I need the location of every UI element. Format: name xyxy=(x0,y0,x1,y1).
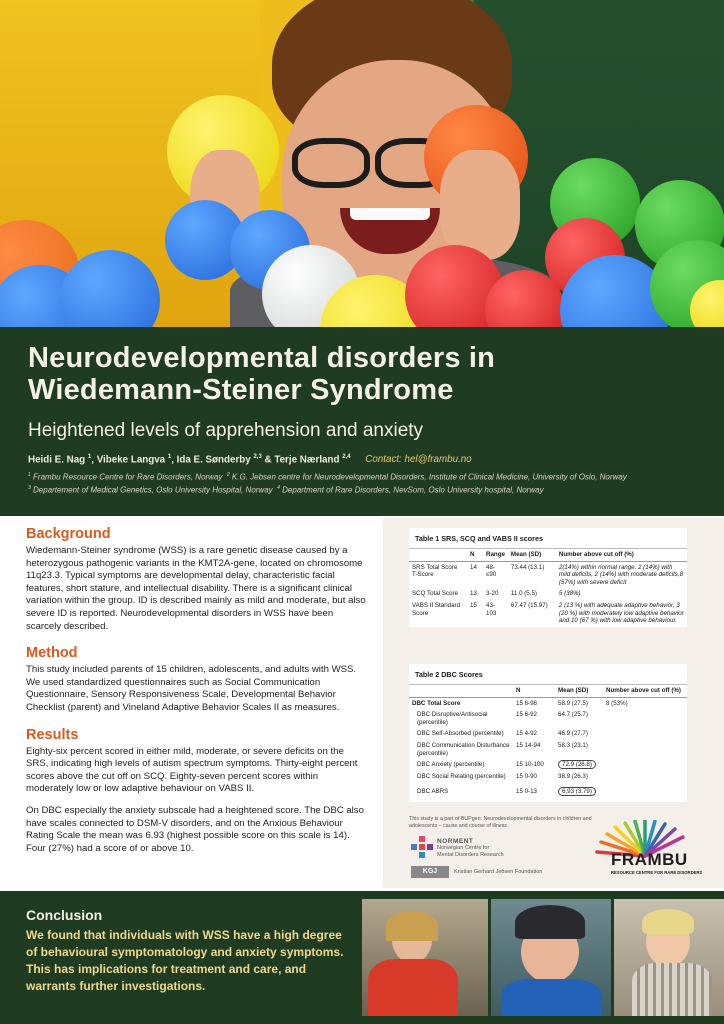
table-cell: DBC Social Relating (percentile) xyxy=(417,772,506,780)
table-cell: DBC Disruptive/Antisocial (percentile) xyxy=(417,711,488,726)
table-cell: 5 (38%) xyxy=(558,590,581,598)
author-name: Heidi E. Nag xyxy=(28,454,86,466)
table-cell: 38.9 (26.3) xyxy=(558,772,588,780)
table-cell: 67.47 (15.97) xyxy=(510,601,548,609)
author-line: Heidi E. Nag $^1$, Vibeke Langva $^1$, Ida E. Sønderby $^{2,3}$ & Terje Nærland $^{2,4}$ Contact: hel@frambu.no xyxy=(28,454,472,466)
table-cell: SRS Total Score T-Score xyxy=(412,563,458,579)
table-cell: 3-20 xyxy=(486,590,499,598)
table-cell: 15 10-100 xyxy=(516,761,544,769)
table-cell: 2(14%) within normal range, 2 (14%) with mild deficits, 2 (14%) with moderate deficits,8 (57%) with severe deficit xyxy=(558,563,684,586)
study-note: This study is a part of BUPgen: Neurodevelopmental disorders in children and adolescents – cause and course of illness xyxy=(409,816,592,829)
affiliations: $^1$ Frambu Resource Centre for Rare Disorders, Norway $^2$ K.G. Jebsen centre for Neurodevelopmental Disorders, Institute of Clinical Medicine, University of Oslo, Norway $^3$ Departement of Medical Genetics, Oslo University Hospital, Norway $^4$ Department of Rare Disorders, NevSom, Oslo University hospital, Norway xyxy=(28,472,627,495)
table-header: N xyxy=(467,549,483,561)
table-cell xyxy=(603,771,687,783)
table-2 xyxy=(409,664,687,802)
frambu-logo xyxy=(583,820,703,880)
photo-boy-hat xyxy=(491,899,611,1016)
kgj-mark: KGJ xyxy=(411,866,449,878)
photo-girl xyxy=(362,899,488,1016)
table-cell: 64.7 (25.7) xyxy=(558,711,588,719)
table-cell: DBC Total Score xyxy=(412,699,461,707)
results-heading: Results xyxy=(26,726,79,743)
table-row xyxy=(409,697,687,709)
table-cell: 73.44 (13.1) xyxy=(510,563,545,571)
table-cell xyxy=(603,740,687,759)
table-cell: 58.9 (27.5) xyxy=(558,699,588,707)
hero-photo xyxy=(0,0,724,327)
table-cell: 15 xyxy=(470,601,477,609)
table-row xyxy=(409,782,687,802)
table-1-title: Table 1 SRS, SCQ and VABS II scores xyxy=(409,528,687,549)
table-cell xyxy=(603,759,687,771)
table-cell: 14 xyxy=(470,563,477,571)
table-row xyxy=(409,600,687,627)
conclusion-band xyxy=(0,891,724,1024)
poster-title xyxy=(28,342,696,406)
table-cell: 58.3 (23.1) xyxy=(558,741,588,749)
conclusion-heading: Conclusion xyxy=(26,907,103,923)
glasses-left-lens xyxy=(292,138,370,188)
table-cell: 8 (53%) xyxy=(606,699,628,707)
table-cell: 15 0-13 xyxy=(516,788,537,796)
photo-boy-blond xyxy=(614,899,724,1016)
table-cell xyxy=(603,728,687,740)
table-row xyxy=(409,771,687,783)
author-name: Vibeke Langva xyxy=(96,454,166,466)
table-cell: 46.9 (27.7) xyxy=(558,730,588,738)
norment-logo xyxy=(411,836,504,860)
frambu-name: FRAMBU xyxy=(611,850,688,869)
author-name: Terje Nærland xyxy=(274,454,340,466)
author-affiliation-mark: 1 xyxy=(87,454,92,460)
contact-email[interactable]: Contact: hel@frambu.no xyxy=(365,454,472,466)
table-cell: 43-103 xyxy=(486,601,497,617)
table-header: Range xyxy=(483,549,508,561)
norment-subtitle: Mental Disorders Research xyxy=(437,851,504,858)
table-header xyxy=(409,549,467,561)
method-heading: Method xyxy=(26,645,78,662)
table-1 xyxy=(409,528,687,627)
table-cell-highlighted: 6.93 (3.79) xyxy=(558,787,596,796)
affiliation-2: K.G. Jebsen centre for Neurodevelopmental Disorders, Institute of Clinical Medicine, University of Oslo, Norway xyxy=(231,472,627,482)
table-header: N xyxy=(513,685,555,697)
table-cell: SCQ Total Score xyxy=(412,590,458,598)
table-cell: DBC Anxiety (percentile) xyxy=(417,761,485,769)
affiliation-4: Department of Rare Disorders, NevSom, Oslo University hospital, Norway xyxy=(282,485,544,495)
table-header xyxy=(409,685,513,697)
poster-title-line1: Neurodevelopmental disorders in xyxy=(28,342,496,374)
norment-subtitle: Norwegian Centre for xyxy=(437,845,490,851)
kgj-logo xyxy=(411,866,542,878)
table-cell: VABS II Standard Score xyxy=(412,601,461,617)
table-1-grid xyxy=(409,549,687,627)
results-text-2: On DBC especially the anxiety subscale had a heightened score. The DBC also have scales connected to DSM-V disorders, and on the Anxious Behaviour Rating Scale the mean was 6.93 (highest possible score on this scale is 14). Four (27%) had a score of or above 10. xyxy=(26,804,364,854)
table-row xyxy=(409,588,687,600)
table-cell: 15 6-98 xyxy=(516,699,537,707)
table-cell-highlighted: 72.9 (26.8) xyxy=(558,760,596,769)
affiliation-3: Departement of Medical Genetics, Oslo University Hospital, Norway xyxy=(33,485,273,495)
kgj-name: Kristian Gerhard Jebsen Foundation xyxy=(454,869,543,875)
right-hand xyxy=(440,150,520,260)
table-header: Mean (SD) xyxy=(555,685,603,697)
author-name: Ida E. Sønderby xyxy=(176,454,251,466)
table-cell: 13 xyxy=(470,590,477,598)
poster-subtitle: Heightened levels of apprehension and anxiety xyxy=(28,420,424,441)
text-column xyxy=(26,526,366,855)
title-band xyxy=(0,327,724,516)
table-cell: DBC ABRS xyxy=(417,788,449,796)
background-text: Wiedemann-Steiner syndrome (WSS) is a rare genetic disease caused by a heterozygous pathogenic variants in the KMT2A-gene, located on chromosome 11q23.3. Typical symptoms are developmental delay, characteristic facial features, short stature, and intellectual disability. There is a significant clinical variation within the group. ID is described mainly as mild and moderate, but also severe ID is reported. Neurodevelopmental disorders in WSS have been scarcely described. xyxy=(26,545,366,632)
background-heading: Background xyxy=(26,526,111,542)
table-cell: 15 14-94 xyxy=(516,741,541,749)
table-cell: 11.0 (5.5) xyxy=(510,590,537,598)
table-row xyxy=(409,759,687,771)
poster-title-line2: Wiedemann-Steiner Syndrome xyxy=(28,374,454,406)
conclusion-text: We found that individuals with WSS have a high degree of behavioural symptomatology and anxiety symptoms. This has implications for treatment and care, and warrants further investigations. xyxy=(26,928,344,993)
author-affiliation-mark: 2,3 xyxy=(253,454,262,460)
table-row xyxy=(409,728,687,740)
table-cell: DBC Communication Disturbance (percentile) xyxy=(417,741,510,757)
affiliation-1: Frambu Resource Centre for Rare Disorders, Norway xyxy=(33,472,223,482)
table-header: Number above cut off (%) xyxy=(556,549,687,561)
author-affiliation-mark: 1 xyxy=(167,454,172,460)
table-cell: 48-≤90 xyxy=(486,563,497,579)
tables-panel xyxy=(383,518,724,888)
table-cell: 15 4-92 xyxy=(516,730,537,738)
table-2-grid xyxy=(409,685,687,802)
table-row xyxy=(409,709,687,728)
table-cell: 2 (13 %) with adequate adaptive behavior, 3 (20 %) with moderately low adaptive behavior and 10 (67 %) with low adaptive behaviour. xyxy=(558,601,684,625)
results-text-1: Eighty-six percent scored in either mild, moderate, or severe deficits on the SRS, indicating high levels of autism spectrum symptoms. Thirty-eight percent scores above the cut off on SCQ. Eighty-seven percent scores within moderately low or low adaptive behaviour on VABS II. xyxy=(26,745,358,795)
author-affiliation-mark: 2,4 xyxy=(342,454,351,460)
table-row xyxy=(409,561,687,588)
method-text: This study included parents of 15 children, adolescents, and adults with WSS. We used standardized questionnaires such as Social Communication Questionnaire, Sensory Responsiveness Scale, Developmental Behavior Checklist (parent) and Vineland Adaptive Behavior Scales II as measures. xyxy=(26,664,357,713)
table-header: Number above cut off (%) xyxy=(603,685,687,697)
table-cell xyxy=(603,782,687,802)
child-teeth xyxy=(350,208,430,220)
table-cell: 15 6-92 xyxy=(516,711,537,719)
table-cell: DBC Self-Absorbed (percentile) xyxy=(417,730,504,738)
norment-mark-icon xyxy=(411,836,433,860)
table-row xyxy=(409,740,687,759)
table-cell: 15 0-90 xyxy=(516,772,537,780)
table-cell xyxy=(603,709,687,728)
table-2-title: Table 2 DBC Scores xyxy=(409,664,687,685)
norment-name: NORMENT xyxy=(437,838,474,845)
frambu-subtitle: RESOURCE CENTRE FOR RARE DISORDERS xyxy=(611,870,703,875)
table-header: Mean (SD) xyxy=(508,549,556,561)
